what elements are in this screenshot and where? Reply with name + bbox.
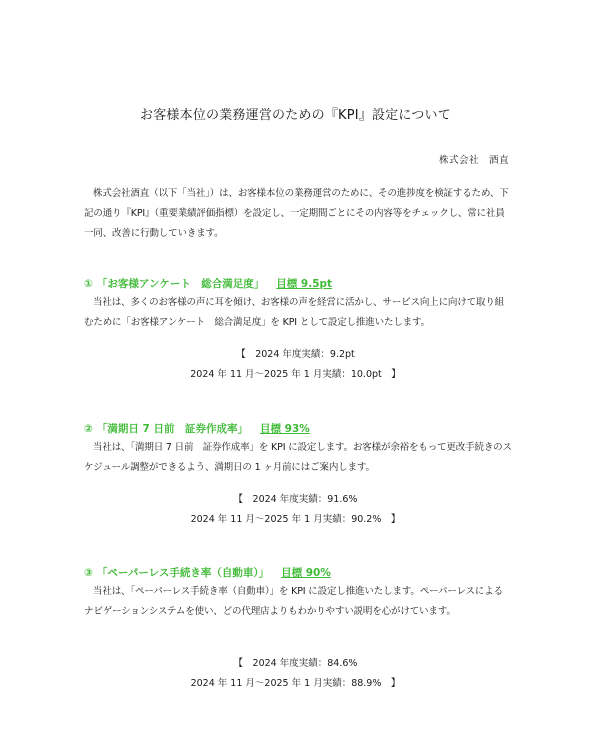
intro-paragraph: 株式会社酒直（以下「当社」）は、お客様本位の業務運営のために、その進捗度を検証するため、下記の通り『KPI』（重要業績評価指標）を設定し、一定期間ごとにその内容等をチェックし、常に社員一同、改善に行動していきます。 [84,188,509,239]
kpi-goal-1: 目標 9.5pt [276,278,333,290]
kpi-result-3-period: 2024 年 11 月～2025 年 1 月実績：88.9% 】 [190,678,401,689]
kpi-section-3 [84,564,512,622]
kpi-result-2-period: 2024 年 11 月～2025 年 1 月実績：90.2% 】 [190,514,401,525]
kpi-body-1: 当社は、多くのお客様の声に耳を傾け、お客様の声を経営に活かし、サービス向上に向けて取り組むために「お客様アンケート 総合満足度」を KPI として設定し推進いたします。 [84,297,505,328]
kpi-result-1 [0,345,591,385]
kpi-result-1-fy: 【 2024 年度実績：9.2pt [236,349,355,360]
kpi-goal-2: 目標 93% [260,423,310,435]
kpi-section-2 [84,420,512,478]
kpi-goal-3: 目標 90% [281,567,331,579]
kpi-heading-1 [84,275,512,293]
kpi-title-1: 「お客様アンケート 総合満足度」 [96,278,265,290]
kpi-body-2: 当社は、「満期日 7 日前 証券作成率」を KPI に設定します。お客様が余裕をもって更改手続きのスケジュール調整ができるよう、満期日の 1 ヶ月前にはご案内します。 [84,442,512,473]
page-title: お客様本位の業務運営のための『KPI』設定について [140,108,451,123]
kpi-result-3-fy: 【 2024 年度実績：84.6% [233,658,358,669]
kpi-number-3: ③ [84,567,93,579]
kpi-heading-2 [84,420,512,438]
kpi-result-3 [0,654,591,694]
kpi-result-2-fy: 【 2024 年度実績：91.6% [233,494,358,505]
company-name: 株式会社 酒直 [438,155,509,166]
kpi-section-1 [84,275,512,333]
kpi-title-3: 「ペーパーレス手続き率（自動車）」 [96,567,270,579]
kpi-title-2: 「満期日 7 日前 証券作成率」 [96,423,249,435]
kpi-body-3: 当社は、「ペーパーレス手続き率（自動車）」を KPI に設定し推進いたします。ペーパーレスによるナビゲーションシステムを使い、どの代理店よりもわかりやすい説明を心がけています。 [84,586,503,617]
kpi-heading-3 [84,564,512,582]
kpi-number-2: ② [84,423,93,435]
kpi-number-1: ① [84,278,93,290]
kpi-result-1-period: 2024 年 11 月～2025 年 1 月実績：10.0pt 】 [190,369,401,380]
kpi-result-2 [0,490,591,530]
